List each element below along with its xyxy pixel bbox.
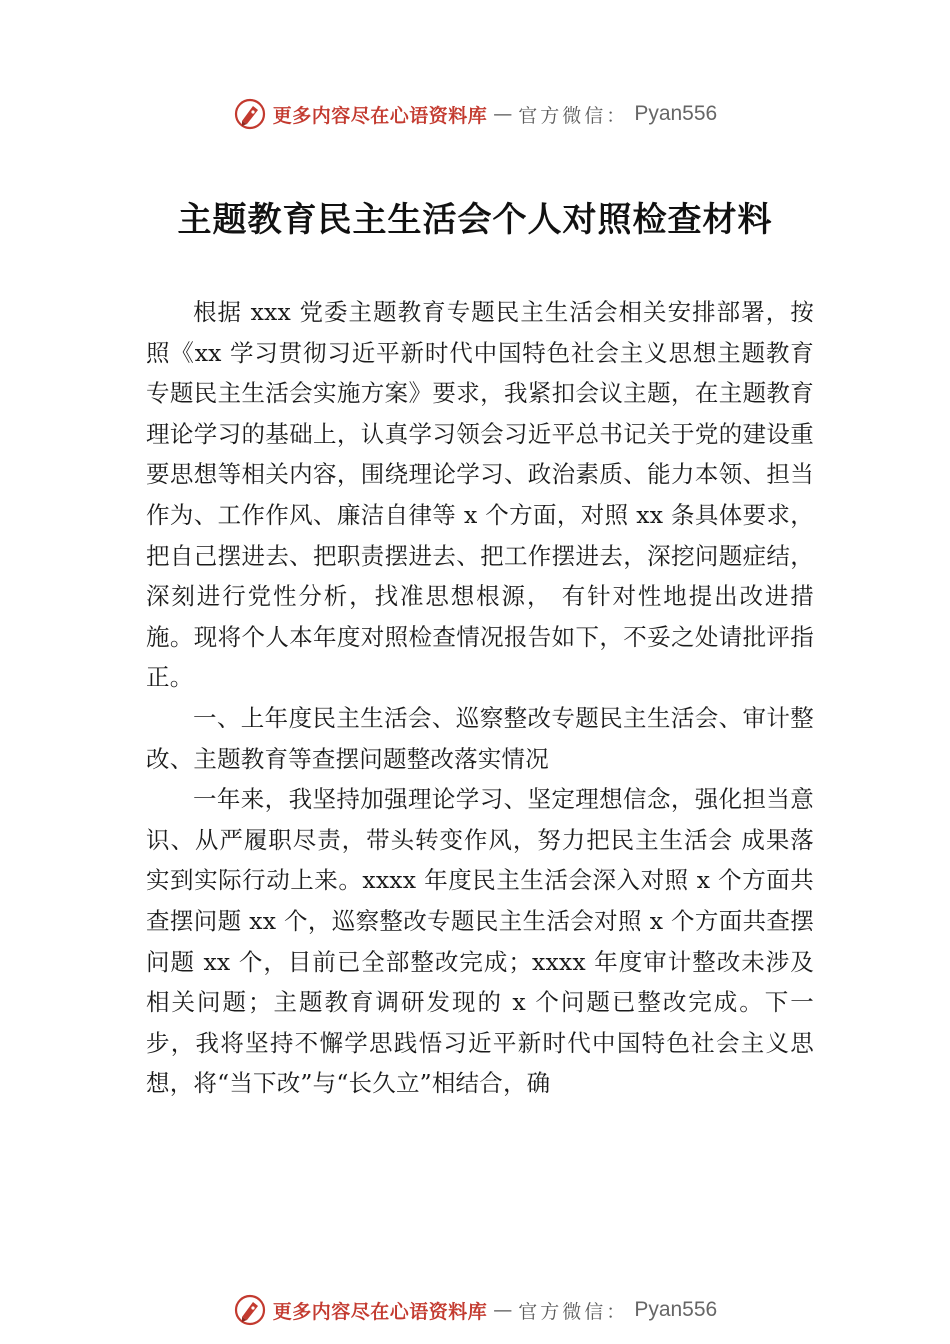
paragraph-section-1: 一年来，我坚持加强理论学习、坚定理想信念，强化担当意识、从严履职尽责，带头转变作风，努力把民主生活会 成果落实到实际行动上来。xxxx 年度民主生活会深入对照 x 个方面共查摆问题 xx 个，巡察整改专题民主生活会对照 x 个方面共查摆问题 xx 个，目前已全部整改完成；xxxx 年度审计整改未涉及相关问题；主题教育调研发现的 x 个问题已整改完成。下一步，我将坚持不懈学思践悟习近平新时代中国特色社会主义思想，将“当下改”与“长久立”相结合，确 <box>146 785 814 1098</box>
section-heading-1: 一、上年度民主生活会、巡察整改专题民主生活会、审计整改、主题教育等查摆问题整改落实情况 <box>146 703 814 773</box>
paragraph-intro: 根据 xxx 党委主题教育专题民主生活会相关安排部署，按照《xx 学习贯彻习近平新时代中国特色社会主义思想主题教育专题民主生活会实施方案》要求，我紧扣会议主题，在主题教育理论学习的基础上，认真学习领会习近平总书记关于党的建设重要思想等相关内容，围绕理论学习、政治素质、能力本领、担当作为、工作作风、廉洁自律等 x 个方面，对照 xx 条具体要求，把自己摆进去、把职责摆进去、把工作摆进去，深挖问题症结，深刻进行党性分析，找准思想根源， 有针对性地提出改进措施。现将个人本年度对照检查情况报告如下，不妥之处请批评指正。 <box>146 298 814 692</box>
pen-nib-logo-icon <box>233 1293 267 1327</box>
banner-wechat-id: Pyan556 <box>634 1298 718 1321</box>
header-banner <box>0 94 950 134</box>
banner-main-text: 更多内容尽在心语资料库 <box>272 1300 488 1323</box>
banner-wechat-id: Pyan556 <box>634 102 718 125</box>
banner-dash: — <box>493 1299 513 1321</box>
banner-label: 官方微信： <box>518 104 629 127</box>
banner-dash: — <box>493 103 513 125</box>
banner-main-text: 更多内容尽在心语资料库 <box>272 104 488 127</box>
pen-nib-logo-icon <box>233 97 267 131</box>
document-title: 主题教育民主生活会个人对照检查材料 <box>177 200 773 240</box>
banner-label: 官方微信： <box>518 1300 629 1323</box>
document-body <box>146 292 814 1104</box>
footer-banner <box>0 1290 950 1330</box>
